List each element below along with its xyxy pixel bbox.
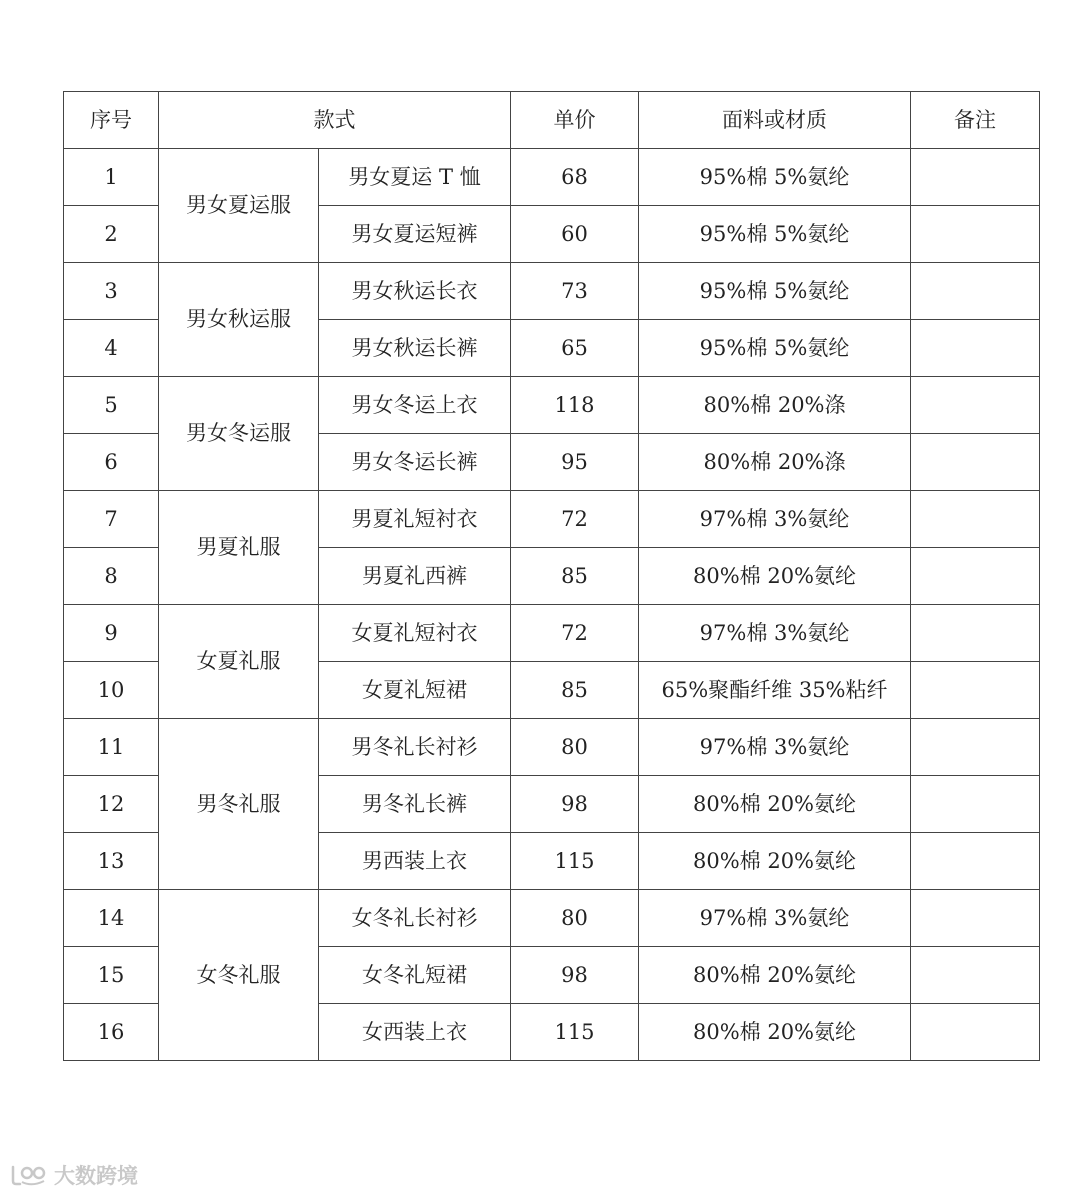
remark-cell [911,320,1040,377]
table-row [64,605,1040,662]
price-cell: 115 [511,1004,639,1061]
remark-cell [911,149,1040,206]
remark-cell [911,434,1040,491]
price-cell: 98 [511,947,639,1004]
category-cell: 女夏礼服 [159,605,319,719]
category-cell: 女冬礼服 [159,890,319,1061]
material-cell: 80%棉 20%氨纶 [639,833,911,890]
row-index-cell: 10 [64,662,159,719]
item-cell: 女冬礼长衬衫 [319,890,511,947]
remark-cell [911,833,1040,890]
header-style: 款式 [159,92,511,149]
price-cell: 72 [511,605,639,662]
price-cell: 85 [511,662,639,719]
logo-icon [10,1163,50,1187]
header-row [64,92,1040,149]
item-cell: 男西装上衣 [319,833,511,890]
price-cell: 95 [511,434,639,491]
item-cell: 男女秋运长衣 [319,263,511,320]
category-cell: 男女夏运服 [159,149,319,263]
item-cell: 男冬礼长裤 [319,776,511,833]
row-index-cell: 4 [64,320,159,377]
item-cell: 女西装上衣 [319,1004,511,1061]
row-index-cell: 13 [64,833,159,890]
category-cell: 男女秋运服 [159,263,319,377]
item-cell: 男女夏运 T 恤 [319,149,511,206]
header-material: 面料或材质 [639,92,911,149]
price-cell: 115 [511,833,639,890]
item-cell: 男女冬运上衣 [319,377,511,434]
remark-cell [911,662,1040,719]
header-price: 单价 [511,92,639,149]
row-index-cell: 1 [64,149,159,206]
table-header [64,92,1040,149]
row-index-cell: 7 [64,491,159,548]
table-row [64,377,1040,434]
category-cell: 男冬礼服 [159,719,319,890]
item-cell: 男女冬运长裤 [319,434,511,491]
material-cell: 97%棉 3%氨纶 [639,491,911,548]
header-index: 序号 [64,92,159,149]
price-table [63,91,1040,1061]
remark-cell [911,1004,1040,1061]
item-cell: 男冬礼长衬衫 [319,719,511,776]
row-index-cell: 8 [64,548,159,605]
row-index-cell: 6 [64,434,159,491]
material-cell: 80%棉 20%氨纶 [639,776,911,833]
remark-cell [911,605,1040,662]
table-row [64,719,1040,776]
remark-cell [911,263,1040,320]
material-cell: 97%棉 3%氨纶 [639,605,911,662]
remark-cell [911,719,1040,776]
price-cell: 65 [511,320,639,377]
item-cell: 男夏礼西裤 [319,548,511,605]
remark-cell [911,206,1040,263]
price-cell: 60 [511,206,639,263]
table-row [64,149,1040,206]
header-remark: 备注 [911,92,1040,149]
price-cell: 98 [511,776,639,833]
row-index-cell: 9 [64,605,159,662]
table-row [64,263,1040,320]
material-cell: 97%棉 3%氨纶 [639,719,911,776]
remark-cell [911,776,1040,833]
material-cell: 95%棉 5%氨纶 [639,149,911,206]
material-cell: 65%聚酯纤维 35%粘纤 [639,662,911,719]
material-cell: 80%棉 20%氨纶 [639,947,911,1004]
item-cell: 女夏礼短裙 [319,662,511,719]
price-cell: 85 [511,548,639,605]
table-row [64,491,1040,548]
material-cell: 95%棉 5%氨纶 [639,263,911,320]
row-index-cell: 2 [64,206,159,263]
row-index-cell: 14 [64,890,159,947]
price-cell: 80 [511,719,639,776]
row-index-cell: 11 [64,719,159,776]
remark-cell [911,548,1040,605]
row-index-cell: 15 [64,947,159,1004]
material-cell: 95%棉 5%氨纶 [639,206,911,263]
row-index-cell: 12 [64,776,159,833]
material-cell: 80%棉 20%氨纶 [639,1004,911,1061]
material-cell: 80%棉 20%涤 [639,434,911,491]
material-cell: 97%棉 3%氨纶 [639,890,911,947]
item-cell: 男女秋运长裤 [319,320,511,377]
material-cell: 80%棉 20%氨纶 [639,548,911,605]
watermark [10,1160,138,1190]
table-row [64,890,1040,947]
watermark-text: 大数跨境 [54,1164,138,1188]
item-cell: 女夏礼短衬衣 [319,605,511,662]
price-cell: 68 [511,149,639,206]
row-index-cell: 3 [64,263,159,320]
item-cell: 女冬礼短裙 [319,947,511,1004]
category-cell: 男夏礼服 [159,491,319,605]
remark-cell [911,491,1040,548]
price-cell: 72 [511,491,639,548]
row-index-cell: 16 [64,1004,159,1061]
table-body [64,149,1040,1061]
price-cell: 118 [511,377,639,434]
category-cell: 男女冬运服 [159,377,319,491]
material-cell: 80%棉 20%涤 [639,377,911,434]
remark-cell [911,377,1040,434]
remark-cell [911,890,1040,947]
material-cell: 95%棉 5%氨纶 [639,320,911,377]
price-cell: 73 [511,263,639,320]
row-index-cell: 5 [64,377,159,434]
item-cell: 男夏礼短衬衣 [319,491,511,548]
item-cell: 男女夏运短裤 [319,206,511,263]
price-cell: 80 [511,890,639,947]
remark-cell [911,947,1040,1004]
